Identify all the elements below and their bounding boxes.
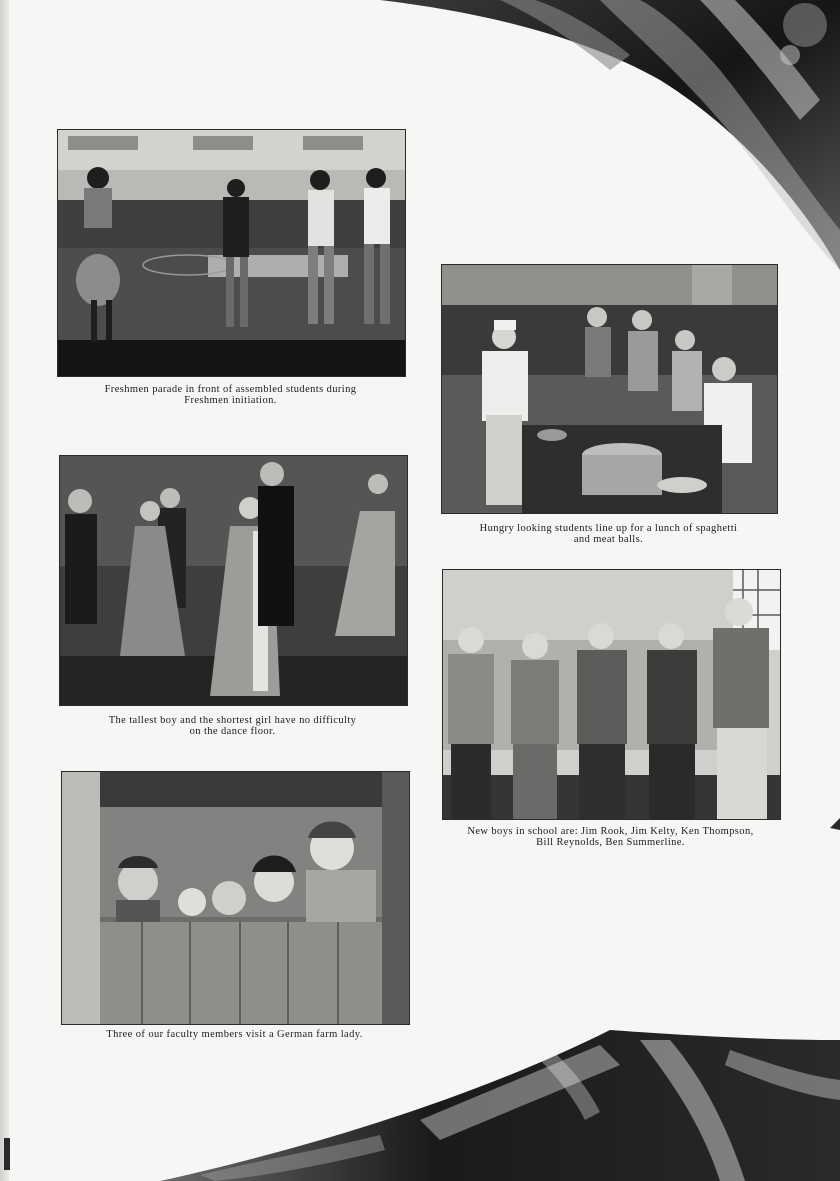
caption-freshmen-parade xyxy=(57,384,404,406)
caption-new-boys xyxy=(442,826,779,848)
caption-farm-lady xyxy=(61,1029,408,1040)
caption-line: and meat balls. xyxy=(573,534,644,545)
caption-line: Three of our faculty members visit a German farm lady. xyxy=(106,1029,363,1040)
caption-line: Freshmen parade in front of assembled students during xyxy=(104,384,357,395)
caption-line: New boys in school are: Jim Rook, Jim Kelty, Ken Thompson, xyxy=(467,826,754,837)
caption-dance-floor xyxy=(59,715,406,737)
caption-line: The tallest boy and the shortest girl have no difficulty xyxy=(108,715,357,726)
photo-dance-floor xyxy=(59,455,408,706)
spaghetti-line-image xyxy=(442,265,777,513)
farm-lady-image xyxy=(62,772,409,1024)
caption-line: on the dance floor. xyxy=(189,726,276,737)
freshmen-parade-image xyxy=(58,130,405,376)
new-boys-image xyxy=(443,570,780,819)
photo-spaghetti-line xyxy=(441,264,778,514)
caption-line: Freshmen initiation. xyxy=(184,395,277,406)
photo-freshmen-parade xyxy=(57,129,406,377)
caption-line: Bill Reynolds, Ben Summerline. xyxy=(536,837,685,848)
caption-spaghetti-line xyxy=(441,523,776,545)
caption-line: Hungry looking students line up for a lunch of spaghetti xyxy=(479,523,738,534)
photo-new-boys xyxy=(442,569,781,820)
dance-floor-image xyxy=(60,456,407,705)
photo-farm-lady xyxy=(61,771,410,1025)
